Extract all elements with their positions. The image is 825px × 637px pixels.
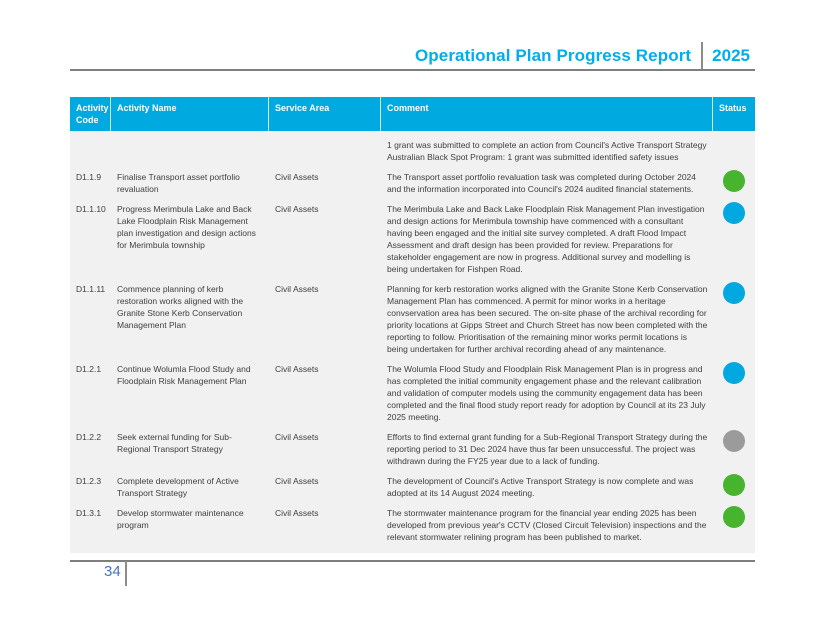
service-area-cell: Civil Assets (275, 172, 319, 183)
service-area-cell: Civil Assets (275, 476, 319, 487)
comment-cell: The Merimbula Lake and Back Lake Floodplain Risk Management Plan investigation and design actions for Merimbula township have commenced with a consultant having been engaged and the initial site survey completed. A draft Flood Impact Assessment and draft design has been provided for review. Preparations for stakeholder engagement are now in progress. Additional survey and modelling is being undertaken for Fishpen Road. (387, 204, 705, 275)
activity-code-cell: D1.1.10 (76, 204, 106, 215)
title-divider (701, 42, 703, 69)
status-indicator (723, 506, 745, 528)
table-header-row (70, 97, 755, 131)
status-indicator (723, 138, 745, 160)
page-number: 34 (104, 563, 121, 580)
activity-code-cell: D1.1.9 (76, 172, 102, 183)
column-header-status: Status (719, 103, 747, 113)
report-title: Operational Plan Progress Report (414, 45, 692, 65)
service-area-cell: Civil Assets (275, 508, 319, 519)
column-header-service-area: Service Area (269, 97, 381, 131)
activity-code-cell: D1.1.11 (76, 284, 106, 295)
service-area-cell: Civil Assets (275, 432, 319, 443)
comment-cell: The stormwater maintenance program for the financial year ending 2025 has been developed from previous year's CCTV (Closed Circuit Television) inspections and the relevant stormwater relining program has been published to market. (387, 508, 707, 543)
report-year: 2025 (712, 45, 750, 65)
activity-name-cell (111, 133, 269, 165)
column-header-activity-name: Activity Name (111, 97, 269, 131)
page-footer (104, 561, 127, 586)
activity-code-cell: D1.3.1 (76, 508, 102, 519)
footer-rule (70, 560, 755, 562)
activity-name-cell: Seek external funding for Sub-Regional Transport Strategy (117, 432, 232, 455)
activity-code-cell: D1.2.2 (76, 432, 102, 443)
column-header-activity-code: Activity Code (70, 97, 111, 131)
column-header-comment: Comment (381, 97, 713, 131)
header-rule (70, 69, 755, 71)
activity-name-cell: Continue Wolumla Flood Study and Floodplain Risk Management Plan (117, 364, 251, 387)
table-row (70, 165, 755, 197)
table-row (70, 357, 755, 425)
status-indicator (723, 202, 745, 224)
table-row (70, 133, 755, 165)
activity-name-cell: Complete development of Active Transport Strategy (117, 476, 239, 499)
activity-name-cell: Finalise Transport asset portfolio revaluation (117, 172, 240, 195)
activity-name-cell: Commence planning of kerb restoration works aligned with the Granite Stone Kerb Conservation Management Plan (117, 284, 244, 331)
status-indicator (723, 430, 745, 452)
activity-code-cell: D1.2.3 (76, 476, 102, 487)
comment-cell: The development of Council's Active Transport Strategy is now complete and was adopted at its 14 August 2024 meeting. (387, 476, 694, 499)
service-area-cell (269, 133, 381, 165)
comment-cell: 1 grant was submitted to complete an action from Council's Active Transport Strategy Australian Black Spot Program: 1 grant was submitted identified safety issues (387, 140, 707, 163)
table-row (70, 197, 755, 277)
page-number-divider (125, 561, 127, 586)
report-header (415, 42, 750, 69)
table-row (70, 469, 755, 501)
progress-table (70, 97, 755, 553)
table-row (70, 501, 755, 545)
service-area-cell: Civil Assets (275, 284, 319, 295)
activity-code-cell (70, 133, 111, 165)
table-row (70, 425, 755, 469)
table-body (70, 131, 755, 553)
status-indicator (723, 474, 745, 496)
comment-cell: Efforts to find external grant funding for a Sub-Regional Transport Strategy during the reporting period to 31 Dec 2024 have thus far been unsuccessful. The project was withdrawn during the FY25 year due to a lack of funding. (387, 432, 708, 467)
comment-cell: The Wolumla Flood Study and Floodplain Risk Management Plan is in progress and has completed the initial community engagement phase and the relevant calibration and validation of computer models using the community engagement data has been completed and the final flood study report ready for adoption by Council at its 23 July 2025 meeting. (387, 364, 706, 423)
table-row (70, 277, 755, 357)
activity-name-cell: Develop stormwater maintenance program (117, 508, 244, 531)
service-area-cell: Civil Assets (275, 204, 319, 215)
service-area-cell: Civil Assets (275, 364, 319, 375)
status-indicator (723, 362, 745, 384)
status-indicator (723, 282, 745, 304)
activity-code-cell: D1.2.1 (76, 364, 102, 375)
activity-name-cell: Progress Merimbula Lake and Back Lake Floodplain Risk Management plan investigation and design actions for Merimbula township (117, 204, 256, 251)
comment-cell: Planning for kerb restoration works aligned with the Granite Stone Kerb Conservation Management Plan has commenced. A permit for minor works in a heritage convservation area has been secured. The on-site phase of the archival recording for priority locations at Gipps Street and Church Street has now been completed with the reporting to follow. Prioritisation of the remaining minor works permit locations is being undertaken for further archival recording ahead of any maintenance. (387, 284, 708, 355)
status-indicator (723, 170, 745, 192)
comment-cell: The Transport asset portfolio revaluation task was completed during October 2024 and the information incorporated into Council's 2024 audited financial statements. (387, 172, 697, 195)
